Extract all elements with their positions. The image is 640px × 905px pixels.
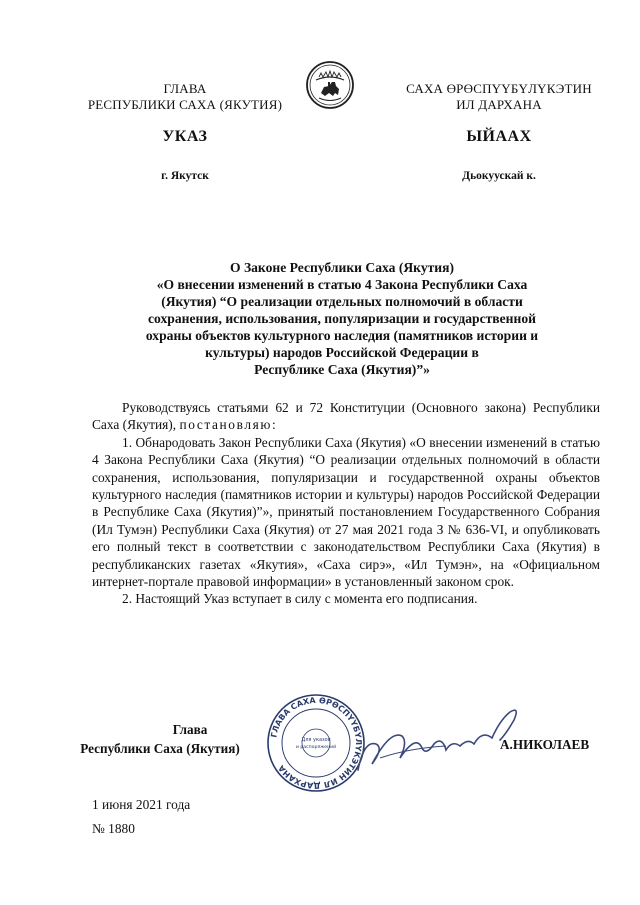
title-line: Республике Саха (Якутия)”» (254, 362, 430, 377)
preamble-text: Руководствуясь статьями 62 и 72 Конституции (Основного закона) Республики Саха (Якутия), (92, 400, 600, 433)
header-right-line2: ИЛ ДАРХАНА (456, 97, 542, 112)
title-line: «О внесении изменений в статью 4 Закона Республики Саха (156, 277, 528, 292)
signatory-title (80, 720, 288, 758)
title-line: охраны объектов культурного наследия (памятников истории и (145, 328, 539, 343)
svg-text:Для указов: Для указов (301, 737, 331, 743)
svg-text:и распоряжений: и распоряжений (295, 745, 337, 750)
header-left (66, 81, 304, 113)
place-ru: г. Якутск (161, 170, 209, 182)
doc-type-sah: ЫЙААХ (466, 128, 532, 145)
decree-number: № 1880 (92, 821, 135, 836)
title-line: сохранения, использования, популяризации и государственной (148, 311, 536, 326)
republic-coat-of-arms-icon (305, 60, 355, 110)
item-1-paragraph: 1. Обнародовать Закон Республики Саха (Якутия) «О внесении изменений в статью 4 Закона Республики Саха (Якутия) “О реализации отдельных полномочий в области сохранения, использования, популяризации и государственной охраны объектов культурного наследия (памятников истории и культуры) народов Российской Федерации в Республике Саха (Якутия)”», принятый постановлением Государственного Собрания (Ил Тумэн) Республики Саха (Якутия) от 27 мая 2021 года З № 636-VI, и опубликовать его полный текст в соответствии с законодательством Республики Саха (Якутия) в республиканских газетах «Якутия», «Саха сирэ», «Ил Тумэн», на «Официальном интернет-портале правовой информации» в установленный законом срок. (92, 434, 600, 590)
title-line: (Якутия) “О реализации отдельных полномочий в области (161, 294, 523, 309)
svg-text:ГЛАВА САХА ӨРӨСПҮҮБҮЛҮКЭТИН ИЛ: ГЛАВА САХА ӨРӨСПҮҮБҮЛҮКЭТИН ИЛ ДАРХАНА (269, 695, 364, 791)
title-line: культуры) народов Российской Федерации в (205, 345, 479, 360)
place-sah: Дьокуускай к. (462, 170, 536, 182)
signatory-title-line1: Глава (172, 722, 208, 737)
signatory-name: А.НИКОЛАЕВ (500, 737, 590, 752)
decree-title (92, 259, 592, 378)
doc-type-ru: УКАЗ (162, 128, 208, 145)
title-line: О Законе Республики Саха (Якутия) (229, 260, 455, 275)
header-right-line1: САХА ӨРӨСПҮҮБҮЛҮКЭТИН (406, 81, 592, 96)
decree-word: постановляю: (179, 417, 278, 433)
decree-body (92, 399, 600, 608)
item-2-paragraph: 2. Настоящий Указ вступает в силу с момента его подписания. (122, 591, 478, 607)
signatory-title-line2: Республики Саха (Якутия) (80, 741, 240, 756)
preamble-paragraph (92, 399, 600, 434)
header-right (380, 81, 618, 113)
header-left-line1: ГЛАВА (163, 81, 207, 96)
header-left-line2: РЕСПУБЛИКИ САХА (ЯКУТИЯ) (87, 97, 283, 112)
decree-date: 1 июня 2021 года (92, 797, 191, 812)
